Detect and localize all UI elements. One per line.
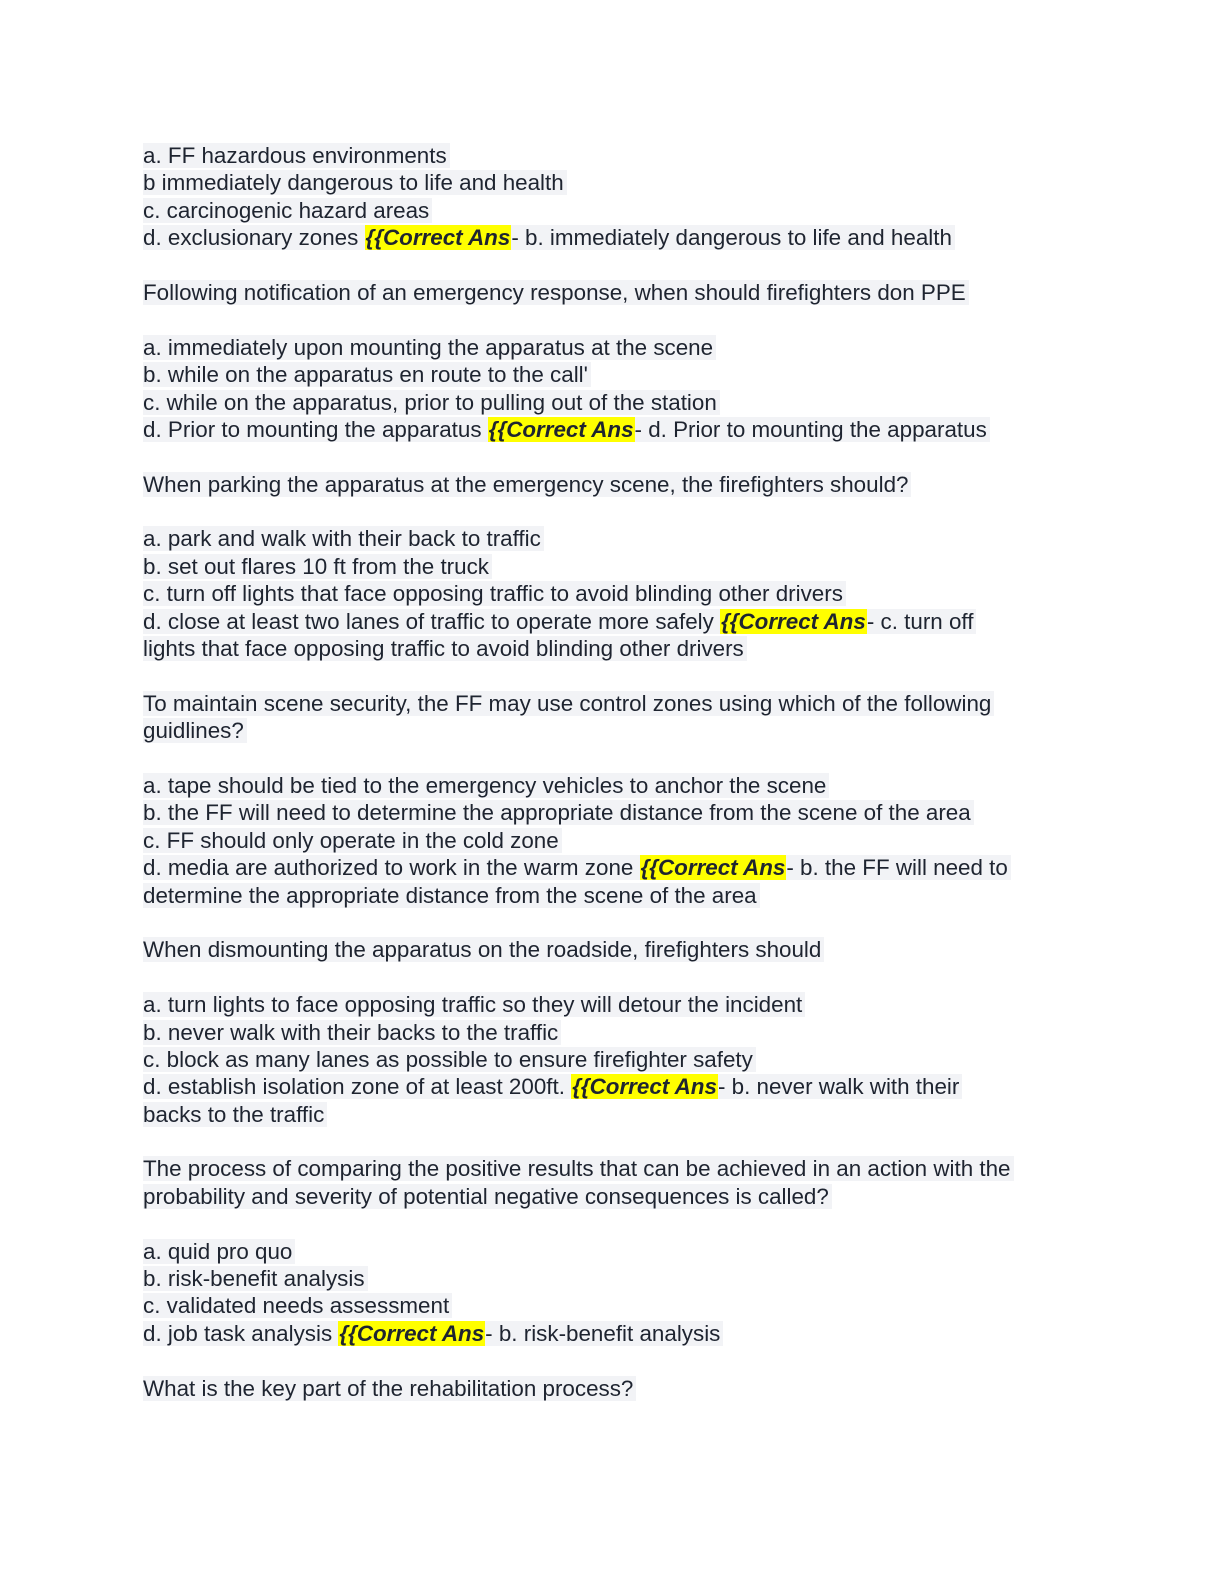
correct-answer-highlight: {{Correct Ans — [640, 855, 786, 881]
option-line: c. block as many lanes as possible to ensure firefighter safety — [143, 1046, 1103, 1073]
correct-answer-highlight: {{Correct Ans — [721, 608, 866, 634]
option-line: c. FF should only operate in the cold zone — [143, 827, 1103, 854]
answer-line: d. media are authorized to work in the warm zone {{Correct Ans- b. the FF will need to — [143, 854, 1103, 881]
question-text: To maintain scene security, the FF may use control zones using which of the following — [143, 690, 1103, 717]
answer-continuation: lights that face opposing traffic to avoid blinding other drivers — [143, 635, 1103, 662]
answer-line: d. Prior to mounting the apparatus {{Correct Ans- d. Prior to mounting the apparatus — [143, 416, 1103, 443]
correct-answer-highlight: {{Correct Ans — [339, 1320, 485, 1346]
option-line: b. never walk with their backs to the traffic — [143, 1019, 1103, 1046]
option-line: a. immediately upon mounting the apparatus at the scene — [143, 334, 1103, 361]
document-page — [143, 142, 1103, 1402]
question-text: When dismounting the apparatus on the roadside, firefighters should — [143, 936, 1103, 963]
answer-line: d. exclusionary zones {{Correct Ans- b. immediately dangerous to life and health — [143, 224, 1103, 251]
answer-continuation: determine the appropriate distance from the scene of the area — [143, 882, 1103, 909]
option-line: a. park and walk with their back to traffic — [143, 525, 1103, 552]
answer-line: d. close at least two lanes of traffic to operate more safely {{Correct Ans- c. turn off — [143, 608, 1103, 635]
correct-answer-highlight: {{Correct Ans — [365, 225, 511, 251]
correct-answer-highlight: {{Correct Ans — [572, 1074, 717, 1100]
question-text: What is the key part of the rehabilitation process? — [143, 1375, 1103, 1402]
question-text: When parking the apparatus at the emergency scene, the firefighters should? — [143, 471, 1103, 498]
answer-continuation: backs to the traffic — [143, 1101, 1103, 1128]
option-line: b. set out flares 10 ft from the truck — [143, 553, 1103, 580]
correct-answer-highlight: {{Correct Ans — [488, 416, 634, 442]
option-line: b. risk-benefit analysis — [143, 1265, 1103, 1292]
option-line: c. turn off lights that face opposing traffic to avoid blinding other drivers — [143, 580, 1103, 607]
answer-line: d. job task analysis {{Correct Ans- b. risk-benefit analysis — [143, 1320, 1103, 1347]
option-line: b immediately dangerous to life and health — [143, 169, 1103, 196]
option-line: c. while on the apparatus, prior to pulling out of the station — [143, 389, 1103, 416]
option-line: a. turn lights to face opposing traffic so they will detour the incident — [143, 991, 1103, 1018]
option-line: b. the FF will need to determine the appropriate distance from the scene of the area — [143, 799, 1103, 826]
option-line: c. validated needs assessment — [143, 1292, 1103, 1319]
option-line: b. while on the apparatus en route to the call' — [143, 361, 1103, 388]
question-text: probability and severity of potential negative consequences is called? — [143, 1183, 1103, 1210]
question-text: The process of comparing the positive results that can be achieved in an action with the — [143, 1155, 1103, 1182]
question-text: guidlines? — [143, 717, 1103, 744]
option-line: a. quid pro quo — [143, 1238, 1103, 1265]
option-line: c. carcinogenic hazard areas — [143, 197, 1103, 224]
option-line: a. FF hazardous environments — [143, 142, 1103, 169]
option-line: a. tape should be tied to the emergency vehicles to anchor the scene — [143, 772, 1103, 799]
answer-line: d. establish isolation zone of at least 200ft. {{Correct Ans- b. never walk with their — [143, 1073, 1103, 1100]
question-text: Following notification of an emergency response, when should firefighters don PPE — [143, 279, 1103, 306]
